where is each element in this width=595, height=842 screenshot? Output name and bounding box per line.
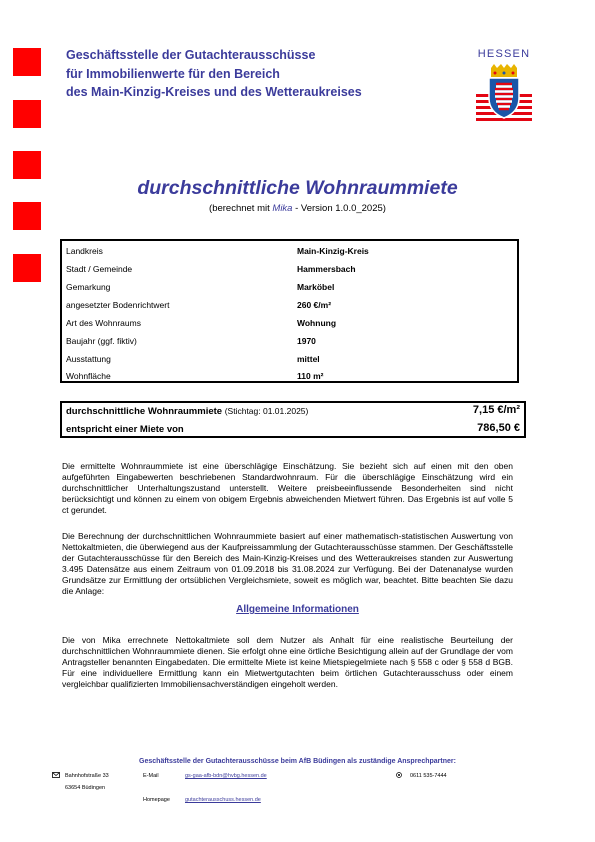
paragraph-usage: Die von Mika errechnete Nettokaltmiete soll dem Nutzer als Anhalt für eine realistische Beurteilung der durchschnittlichen Wohnraummiete dienen. Sie erfolgt ohne eine örtliche Besichtigung allein auf der Grundlage der vom Antragsteller benannten Eingabedaten. Die ermittelte Miete ist keine Mietspiegelmiete nach § 558 c oder § 558 d BGB. Für eine individuellere Ermittlung kann ein Mietwertgutachten beim örtlichen Gutachterausschuss oder einem vergleichbar qualifizierten Immobiliensachverständigen eingeholt werden. bbox=[62, 635, 513, 689]
detail-value: Marköbel bbox=[297, 282, 335, 292]
version-subtitle bbox=[0, 203, 595, 214]
hessen-crest-logo bbox=[476, 64, 532, 124]
detail-row bbox=[66, 369, 324, 384]
subtitle-prefix: (berechnet mit bbox=[209, 203, 273, 214]
header-line: des Main-Kinzig-Kreises und des Wetteraukreises bbox=[66, 85, 362, 99]
detail-label: Stadt / Gemeinde bbox=[66, 264, 133, 274]
detail-label: Ausstattung bbox=[66, 354, 111, 364]
detail-label: Baujahr (ggf. fiktiv) bbox=[66, 336, 137, 346]
rent-label bbox=[66, 406, 308, 417]
detail-value: 1970 bbox=[297, 336, 316, 346]
detail-value: 260 €/m² bbox=[297, 300, 332, 310]
detail-value: Main-Kinzig-Kreis bbox=[297, 246, 369, 256]
detail-row bbox=[66, 298, 332, 313]
decor-red-square bbox=[13, 48, 41, 76]
detail-row bbox=[66, 280, 335, 295]
general-info-link[interactable]: Allgemeine Informationen bbox=[236, 604, 359, 615]
input-details-box bbox=[60, 239, 519, 383]
detail-row bbox=[66, 244, 369, 259]
footer-title: Geschäftsstelle der Gutachterausschüsse beim AfB Büdingen als zuständige Ansprechpartner: bbox=[139, 758, 456, 765]
detail-row bbox=[66, 334, 316, 349]
detail-label: angesetzter Bodenrichtwert bbox=[66, 300, 170, 310]
office-header bbox=[66, 46, 362, 102]
decor-red-square bbox=[13, 100, 41, 128]
subtitle-suffix: - Version 1.0.0_2025) bbox=[292, 203, 386, 214]
detail-row bbox=[66, 352, 320, 367]
header-line: Geschäftsstelle der Gutachterausschüsse bbox=[66, 48, 316, 62]
detail-row bbox=[66, 262, 356, 277]
app-name: Mika bbox=[272, 203, 293, 214]
detail-row bbox=[66, 316, 337, 331]
footer-homepage-link[interactable]: gutachterausschuss.hessen.de bbox=[185, 797, 261, 803]
detail-label: Landkreis bbox=[66, 246, 103, 256]
envelope-icon bbox=[52, 772, 60, 778]
decor-red-square bbox=[13, 254, 41, 282]
detail-value: Wohnung bbox=[297, 318, 337, 328]
detail-label: Wohnfläche bbox=[66, 371, 111, 381]
total-value: 786,50 € bbox=[477, 422, 520, 434]
page-title: durchschnittliche Wohnraummiete bbox=[137, 177, 458, 199]
decor-red-square bbox=[13, 151, 41, 179]
detail-value: 110 m² bbox=[297, 371, 324, 381]
detail-label: Gemarkung bbox=[66, 282, 111, 292]
footer-email-link[interactable]: gs-gaa-afb-bdn@hvbg.hessen.de bbox=[185, 773, 267, 779]
paragraph-method: Die Berechnung der durchschnittlichen Wohnraummiete basiert auf einer mathematisch-statistischen Auswertung von Nettokaltmieten, die überwiegend aus der Kaufpreissammlung der Gutachterausschüsse stammen. Der Geschäftsstelle der Gutachterausschüsse für den Bereich des Main-Kinzig-Kreises und des Wetteraukreises standen zur Auswertung 3.495 Datensätze aus einem Zeitraum von 01.09.2018 bis 31.08.2024 zur Verfügung. Bei der Datenanalyse wurden Grundsätze zur Ermittlung der ortsüblichen Vergleichsmiete, soweit es möglich war, beachtet. Bitte beachten Sie dazu die Anlage: bbox=[62, 531, 513, 596]
state-label: HESSEN bbox=[477, 48, 531, 60]
header-line: für Immobilienwerte für den Bereich bbox=[66, 66, 280, 81]
total-label: entspricht einer Miete von bbox=[66, 424, 184, 435]
footer-homepage-label: Homepage bbox=[143, 797, 170, 803]
phone-icon bbox=[396, 772, 402, 778]
footer-city: 63654 Büdingen bbox=[65, 785, 106, 791]
rent-label-text: durchschnittliche Wohnraummiete bbox=[66, 406, 223, 417]
footer-phone: 0611 535-7444 bbox=[410, 773, 447, 779]
footer-street: Bahnhofstraße 33 bbox=[65, 773, 109, 779]
detail-label: Art des Wohnraums bbox=[66, 318, 141, 328]
detail-value: mittel bbox=[297, 354, 320, 364]
rent-value: 7,15 €/m² bbox=[472, 404, 520, 416]
result-box bbox=[60, 401, 526, 438]
detail-value: Hammersbach bbox=[297, 264, 356, 274]
stichtag: (Stichtag: 01.01.2025) bbox=[224, 406, 309, 416]
footer-email-label: E-Mail bbox=[143, 773, 159, 779]
paragraph-disclaimer: Die ermittelte Wohnraummiete ist eine überschlägige Einschätzung. Sie bezieht sich auf einen mit den oben aufgeführten Eingabewerten beschriebenen Standardwohnraum. Für die überschlägige Einschätzung wird ein durchschnittlicher Unterhaltungszustand unterstellt. Weitere preisbeeinflussende Besonderheiten sind nicht berücksichtigt und können zu einem von obigem Ergebnis abweichenden Mietwert führen. Das Ergebnis ist auf volle 5 ct gerundet. bbox=[62, 461, 513, 515]
